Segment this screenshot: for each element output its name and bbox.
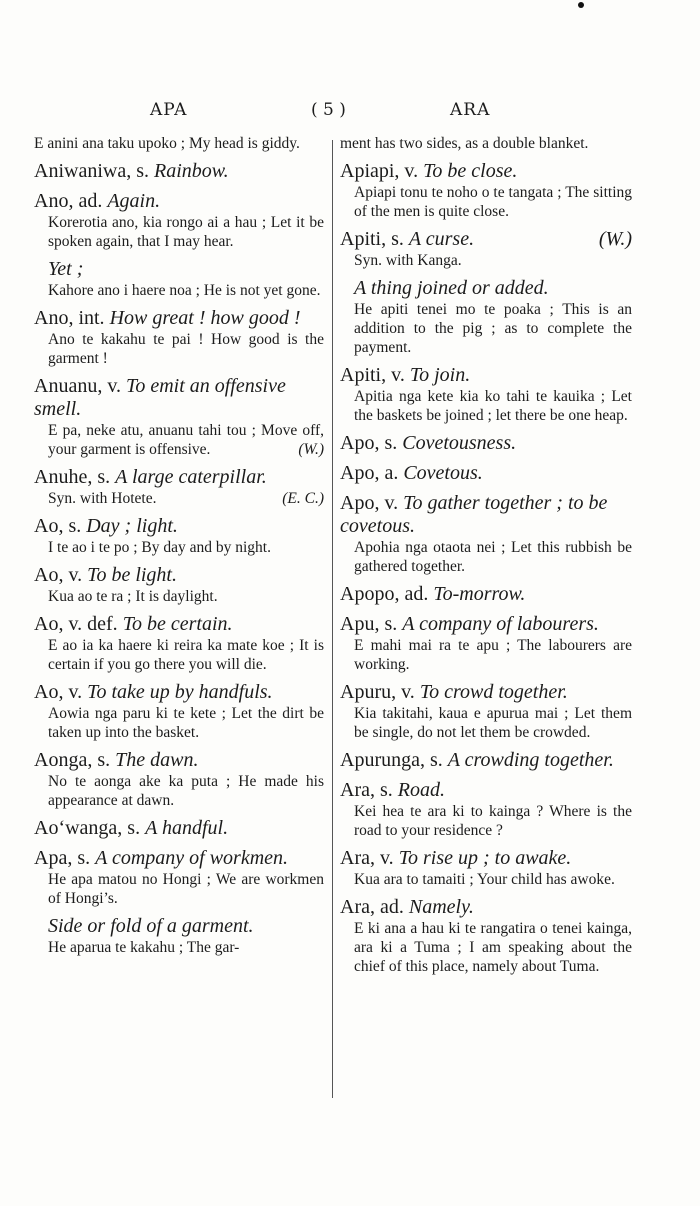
headword-line	[34, 817, 324, 840]
headword: Ao‘wanga, s.	[34, 817, 141, 839]
definition: Road.	[397, 779, 445, 801]
headword: Apiti, v.	[340, 364, 405, 386]
example-text	[34, 772, 324, 810]
definition: Yet ;	[48, 258, 84, 280]
example-text	[340, 387, 632, 425]
dictionary-entry	[34, 258, 324, 300]
dictionary-entry	[340, 779, 632, 840]
headword: Aniwaniwa, s.	[34, 160, 149, 182]
headword-line	[340, 228, 632, 251]
headword-line	[34, 258, 324, 281]
dictionary-entry	[34, 817, 324, 840]
dictionary-entry	[34, 915, 324, 957]
headword-line	[340, 779, 632, 802]
headword: Ao, v.	[34, 681, 83, 703]
definition: Covetousness.	[402, 432, 517, 454]
example-text	[340, 919, 632, 976]
definition: A company of workmen.	[95, 847, 289, 869]
right-column	[340, 134, 632, 983]
example-text	[34, 636, 324, 674]
headword: Anuanu, v.	[34, 375, 122, 397]
dictionary-entry	[340, 681, 632, 742]
headword-line	[34, 564, 324, 587]
header-right-guide-word: ARA	[450, 100, 491, 120]
source-note: (W.)	[298, 441, 324, 458]
example-text	[34, 213, 324, 251]
example-text	[34, 421, 324, 459]
example: I te ao i te po ; By day and by night.	[48, 539, 271, 556]
headword-line	[34, 160, 324, 183]
definition: To be close.	[423, 160, 518, 182]
definition: Namely.	[408, 896, 474, 918]
headword-line	[340, 847, 632, 870]
example-text	[34, 538, 324, 557]
definition: A company of labourers.	[402, 613, 599, 635]
example-text	[34, 281, 324, 300]
example: Apitia nga kete kia ko tahi te kauika ; Let the baskets be joined ; let there be one heap.	[354, 388, 632, 424]
continued-text: E anini ana taku upoko ; My head is giddy.	[34, 135, 300, 152]
example: E ki ana a hau ki te rangatira o tenei kainga, ara ki a Tuma ; I am speaking about the chief of this place, namely about Tuma.	[354, 920, 632, 975]
headword-line	[34, 749, 324, 772]
headword: Apopo, ad.	[340, 583, 429, 605]
example-text	[34, 870, 324, 908]
headword: Ara, v.	[340, 847, 394, 869]
example-text	[340, 870, 632, 889]
definition: A large caterpillar.	[115, 466, 267, 488]
headword: Apiti, s.	[340, 228, 404, 250]
dictionary-entry	[34, 160, 324, 183]
headword-line	[34, 466, 324, 489]
definition: How great ! how good !	[109, 307, 301, 329]
dictionary-entry	[34, 564, 324, 606]
example: Apiapi tonu te noho o te tangata ; The sitting of the men is quite close.	[354, 184, 632, 220]
headword-line	[34, 307, 324, 330]
definition: Again.	[107, 190, 161, 212]
definition: To gather together ; to be covetous.	[340, 492, 608, 537]
dictionary-entry	[34, 681, 324, 742]
definition: To rise up ; to awake.	[398, 847, 572, 869]
definition: Day ; light.	[86, 515, 178, 537]
headword-line	[340, 613, 632, 636]
headword-line	[340, 277, 632, 300]
headword: Apiapi, v.	[340, 160, 419, 182]
example: Syn. with Kanga.	[354, 252, 462, 269]
example: E pa, neke atu, anuanu tahi tou ; Move off, your garment is offensive.	[48, 422, 324, 458]
example: Kia takitahi, kaua e apurua mai ; Let them be single, do not let them be crowded.	[354, 705, 632, 741]
dictionary-entry	[340, 160, 632, 221]
headword-line	[340, 364, 632, 387]
headword-line	[34, 847, 324, 870]
headword-line	[34, 375, 324, 421]
column-divider	[332, 140, 333, 1098]
dictionary-entry	[340, 613, 632, 674]
dictionary-entry	[340, 228, 632, 270]
headword: Ara, ad.	[340, 896, 404, 918]
dictionary-entry	[340, 432, 632, 455]
dictionary-entry	[34, 466, 324, 508]
headword-line	[340, 896, 632, 919]
headword-line	[340, 492, 632, 538]
headword: Apa, s.	[34, 847, 91, 869]
dictionary-entry	[340, 896, 632, 976]
dictionary-entry	[34, 307, 324, 368]
definition: Side or fold of a garment.	[48, 915, 254, 937]
definition: Rainbow.	[153, 160, 229, 182]
headword-line	[34, 915, 324, 938]
definition: To be light.	[87, 564, 177, 586]
example-text	[34, 587, 324, 606]
headword: Apu, s.	[340, 613, 398, 635]
dictionary-entry	[340, 277, 632, 357]
example-text	[340, 802, 632, 840]
dictionary-entry	[340, 492, 632, 576]
headword: Ano, ad.	[34, 190, 103, 212]
definition: To be certain.	[122, 613, 233, 635]
definition: To emit an offensive smell.	[34, 375, 286, 420]
definition: To-morrow.	[433, 583, 526, 605]
definition: To crowd together.	[419, 681, 568, 703]
headword-line	[340, 749, 632, 772]
example-text	[34, 704, 324, 742]
dictionary-entry	[340, 462, 632, 485]
example: Apohia nga otaota nei ; Let this rubbish be gathered together.	[354, 539, 632, 575]
dictionary-entry	[340, 749, 632, 772]
example: He apiti tenei mo te poaka ; This is an addition to the pig ; as to complete the payment.	[354, 301, 632, 356]
headword: Apurunga, s.	[340, 749, 443, 771]
dictionary-entry	[34, 847, 324, 908]
headword: Ao, s.	[34, 515, 82, 537]
example-text	[340, 538, 632, 576]
definition: The dawn.	[115, 749, 199, 771]
headword: Ao, v.	[34, 564, 83, 586]
example: Kua ao te ra ; It is daylight.	[48, 588, 218, 605]
example: E mahi mai ra te apu ; The labourers are working.	[354, 637, 632, 673]
example: Syn. with Hotete.	[48, 490, 157, 507]
example: Ano te kakahu te pai ! How good is the garment !	[48, 331, 324, 367]
definition: A handful.	[145, 817, 229, 839]
definition: A thing joined or added.	[354, 277, 549, 299]
headword: Aonga, s.	[34, 749, 111, 771]
example: Kua ara to tamaiti ; Your child has awoke.	[354, 871, 615, 888]
example-text	[340, 300, 632, 357]
example-text	[34, 938, 324, 957]
definition: A crowding together.	[447, 749, 614, 771]
headword-line	[340, 462, 632, 485]
page-header	[0, 100, 700, 128]
headword: Apo, v.	[340, 492, 399, 514]
dictionary-entry	[34, 134, 324, 153]
dictionary-entry	[34, 749, 324, 810]
example: No te aonga ake ka puta ; He made his appearance at dawn.	[48, 773, 324, 809]
example: He aparua te kakahu ; The gar-	[48, 939, 240, 956]
dictionary-entry	[34, 613, 324, 674]
dictionary-entry	[340, 364, 632, 425]
dictionary-entry	[340, 134, 632, 153]
headword-line	[34, 681, 324, 704]
headword: Apo, a.	[340, 462, 399, 484]
dictionary-entry	[34, 515, 324, 557]
definition: A curse.	[408, 228, 475, 250]
example: He apa matou no Hongi ; We are workmen of Hongi’s.	[48, 871, 324, 907]
continued-text: ment has two sides, as a double blanket.	[340, 135, 589, 152]
page-number: ( 5 )	[311, 100, 346, 120]
headword-line	[34, 613, 324, 636]
headword-line	[340, 681, 632, 704]
example: Kei hea te ara ki to kainga ? Where is the road to your residence ?	[354, 803, 632, 839]
dictionary-entry	[340, 583, 632, 606]
example: Korerotia ano, kia rongo ai a hau ; Let it be spoken again, that I may hear.	[48, 214, 324, 250]
ink-speck	[578, 2, 584, 8]
headword: Anuhe, s.	[34, 466, 111, 488]
headword: Ara, s.	[340, 779, 393, 801]
headword-line	[340, 432, 632, 455]
dictionary-entry	[34, 375, 324, 459]
definition: To join.	[409, 364, 471, 386]
example-text	[340, 704, 632, 742]
source-note: (W.)	[598, 228, 632, 250]
example-text	[34, 489, 324, 508]
header-left-guide-word: APA	[150, 100, 188, 120]
dictionary-entry	[34, 190, 324, 251]
source-note: (E. C.)	[282, 490, 324, 507]
headword-line	[340, 160, 632, 183]
headword-line	[34, 190, 324, 213]
example-text	[340, 183, 632, 221]
headword: Ao, v. def.	[34, 613, 118, 635]
headword: Apuru, v.	[340, 681, 415, 703]
example: Kahore ano i haere noa ; He is not yet gone.	[48, 282, 321, 299]
headword: Ano, int.	[34, 307, 105, 329]
example-text	[340, 251, 632, 270]
headword-line	[34, 515, 324, 538]
definition: Covetous.	[403, 462, 483, 484]
headword-line	[340, 583, 632, 606]
example-text	[34, 330, 324, 368]
example: E ao ia ka haere ki reira ka mate koe ; It is certain if you go there you will die.	[48, 637, 324, 673]
left-column	[34, 134, 324, 964]
example: Aowia nga paru ki te kete ; Let the dirt be taken up into the basket.	[48, 705, 324, 741]
definition: To take up by handfuls.	[87, 681, 273, 703]
headword: Apo, s.	[340, 432, 398, 454]
dictionary-entry	[340, 847, 632, 889]
example-text	[340, 636, 632, 674]
